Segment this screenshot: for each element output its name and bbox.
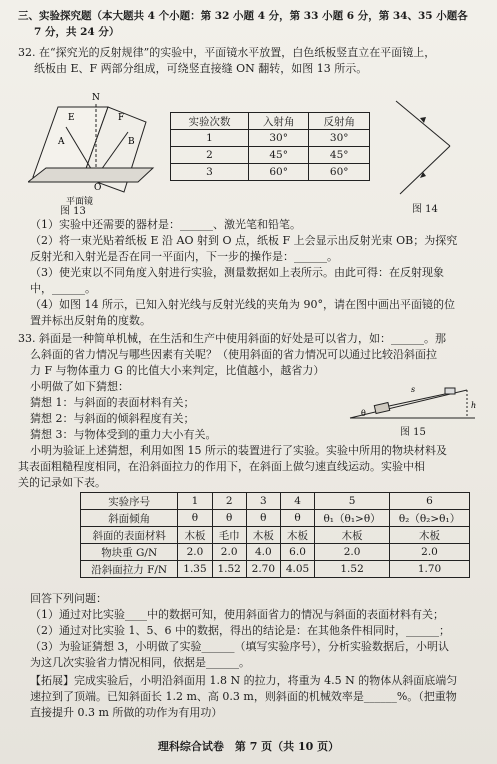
t33-cell: 沿斜面拉力 F/N: [81, 561, 178, 578]
q33-stem-line4: 小明做了如下猜想：: [30, 380, 129, 393]
section-title: 三、实验探究题（本大题共 4 个小题：第 32 小题 4 分，第 33 小题 6 分，第 34、35 小题各: [18, 10, 468, 22]
t33-cell: θ: [246, 510, 280, 527]
q33-stem-line6: 其表面粗糙程度相同，在沿斜面拉力的作用下，在斜面上做匀速直线运动。实验中相: [18, 460, 425, 473]
q33-stem-line3: 力 F 与物体重力 G 的比值大小来判定，比值越小，越省力）: [30, 364, 325, 377]
q33-stem-line5: 小明为验证上述猜想，利用如图 15 所示的装置进行了实验。实验中所用的物块材料及: [30, 444, 447, 457]
t33-cell: θ: [178, 510, 212, 527]
answer-2: （2）通过对比实验 1、5、6 中的数据，得出的结论是：在其他条件相同时，______；: [30, 624, 450, 637]
t33-cell: 木板: [280, 527, 314, 544]
t33-cell: 木板: [315, 527, 390, 544]
fig15-label-h: h: [471, 401, 477, 410]
q33-stem-line2: 么斜面的省力情况与哪些因素有关呢？（使用斜面的省力情况可以通过比较沿斜面拉: [30, 348, 437, 361]
figure-14: [388, 96, 478, 206]
t33-cell: 2.0: [212, 544, 246, 561]
extension-1: 【拓展】完成实验后，小明沿斜面用 1.8 N 的拉力，将重为 4.5 N 的物体从斜面底端匀: [30, 674, 458, 687]
t32-header: 实验次数: [171, 113, 249, 130]
t33-cell: 木板: [178, 527, 212, 544]
t32-cell: 60°: [309, 164, 370, 181]
fig13-label-e: E: [68, 113, 75, 123]
q33-stem-line1: 33. 斜面是一种简单机械，在生活和生产中使用斜面的好处是可以省力，如：______。那: [18, 332, 446, 345]
t32-cell: 60°: [248, 164, 309, 181]
guess-1: 猜想 1：与斜面的表面材料有关；: [30, 396, 195, 409]
table-32: [170, 112, 370, 181]
t32-cell: 1: [171, 130, 249, 147]
t33-cell: 2.0: [315, 544, 390, 561]
t33-cell: 4.0: [246, 544, 280, 561]
guess-3: 猜想 3：与物体受到的重力大小有关。: [30, 428, 217, 441]
section-title-cont: 7 分，共 24 分）: [34, 26, 120, 38]
t32-cell: 30°: [309, 130, 370, 147]
t33-header: 3: [246, 493, 280, 510]
t33-cell: θ₂（θ₂>θ₁）: [390, 510, 470, 527]
q32-part2b: 反射光和入射光是否在同一平面内，下一步的操作是：______。: [30, 250, 338, 263]
figure-13: [28, 82, 158, 212]
t33-cell: θ: [212, 510, 246, 527]
t33-cell: 物块重 G/N: [81, 544, 178, 561]
t33-cell: 1.35: [178, 561, 212, 578]
q32-stem-line2: 纸板由 E、F 两部分组成，可绕竖直接缝 ON 翻转，如图 13 所示。: [34, 62, 368, 75]
t32-cell: 3: [171, 164, 249, 181]
t33-cell: 6.0: [280, 544, 314, 561]
t33-header: 2: [212, 493, 246, 510]
fig13-label-a: A: [58, 137, 65, 147]
fig13-label-o: O: [94, 183, 102, 193]
t33-header: 5: [315, 493, 390, 510]
q32-part2a: （2）将一束光贴着纸板 E 沿 AO 射到 O 点，纸板 F 上会显示出反射光束 OB；为探究: [30, 234, 458, 247]
t32-cell: 2: [171, 147, 249, 164]
t33-header: 6: [390, 493, 470, 510]
t33-cell: θ: [280, 510, 314, 527]
fig13-caption: 图 13: [60, 206, 86, 217]
t33-cell: 斜面倾角: [81, 510, 178, 527]
t33-cell: θ₁（θ₁>θ）: [315, 510, 390, 527]
q32-part1: （1）实验中还需要的器材是：______、激光笔和铅笔。: [30, 218, 301, 231]
t33-cell: 4.05: [280, 561, 314, 578]
t33-header: 1: [178, 493, 212, 510]
t33-cell: 1.52: [212, 561, 246, 578]
q32-part3a: （3）使光束以不同角度入射进行实验，测量数据如上表所示。由此可得：在反射现象: [30, 266, 444, 279]
answer-3a: （3）为验证猜想 3，小明做了实验______（填写实验序号），分析实验数据后，小明认: [30, 640, 449, 653]
q32-part4b: 置并标出反射角的度数。: [30, 314, 151, 327]
q32-part3b: 中，______。: [30, 282, 96, 295]
t33-cell: 1.52: [315, 561, 390, 578]
fig15-label-s: s: [411, 385, 416, 394]
t33-cell: 木板: [390, 527, 470, 544]
fig13-mirror-label: 平面镜: [66, 197, 94, 207]
answer-3b: 为这几次实验省力情况相同，依据是______。: [30, 656, 250, 669]
q32-stem-line1: 32. 在“探究光的反射规律”的实验中，平面镜水平放置，白色纸板竖直立在平面镜上，: [18, 46, 436, 59]
t33-cell: 斜面的表面材料: [81, 527, 178, 544]
fig15-caption: 图 15: [400, 427, 426, 438]
fig15-label-theta: θ: [361, 409, 366, 418]
fig14-caption: 图 14: [412, 204, 438, 215]
t33-cell: 2.0: [178, 544, 212, 561]
answer-title: 回答下列问题：: [30, 592, 107, 605]
table-33: [80, 492, 470, 578]
t33-header: 4: [280, 493, 314, 510]
q32-part4a: （4）如图 14 所示，已知入射光线与反射光线的夹角为 90°，请在图中画出平面镜的位: [30, 298, 455, 311]
t33-cell: 2.70: [246, 561, 280, 578]
t33-cell: 木板: [246, 527, 280, 544]
t32-header: 入射角: [248, 113, 309, 130]
t33-cell: 2.0: [390, 544, 470, 561]
t32-cell: 45°: [248, 147, 309, 164]
t32-cell: 30°: [248, 130, 309, 147]
q33-stem-line7: 关的记录如下表。: [18, 476, 106, 489]
t33-cell: 1.70: [390, 561, 470, 578]
t32-cell: 45°: [309, 147, 370, 164]
t33-cell: 毛巾: [212, 527, 246, 544]
figure-15: [345, 378, 485, 428]
fig13-label-n: N: [92, 93, 100, 103]
answer-1: （1）通过对比实验____中的数据可知，使用斜面省力的情况与斜面的表面材料有关；: [30, 608, 444, 621]
page-footer: 理科综合试卷 第 7 页（共 10 页）: [157, 740, 340, 753]
t33-header: 实验序号: [81, 493, 178, 510]
extension-3: 直接提升 0.3 m 所做的功作为有用功）: [30, 706, 223, 719]
fig13-label-b: B: [128, 137, 135, 147]
guess-2: 猜想 2：与斜面的倾斜程度有关；: [30, 412, 195, 425]
t32-header: 反射角: [309, 113, 370, 130]
extension-2: 速拉到了顶端。已知斜面长 1.2 m、高 0.3 m，则斜面的机械效率是______%。（把重物: [30, 690, 457, 703]
fig13-label-f: F: [118, 113, 125, 123]
